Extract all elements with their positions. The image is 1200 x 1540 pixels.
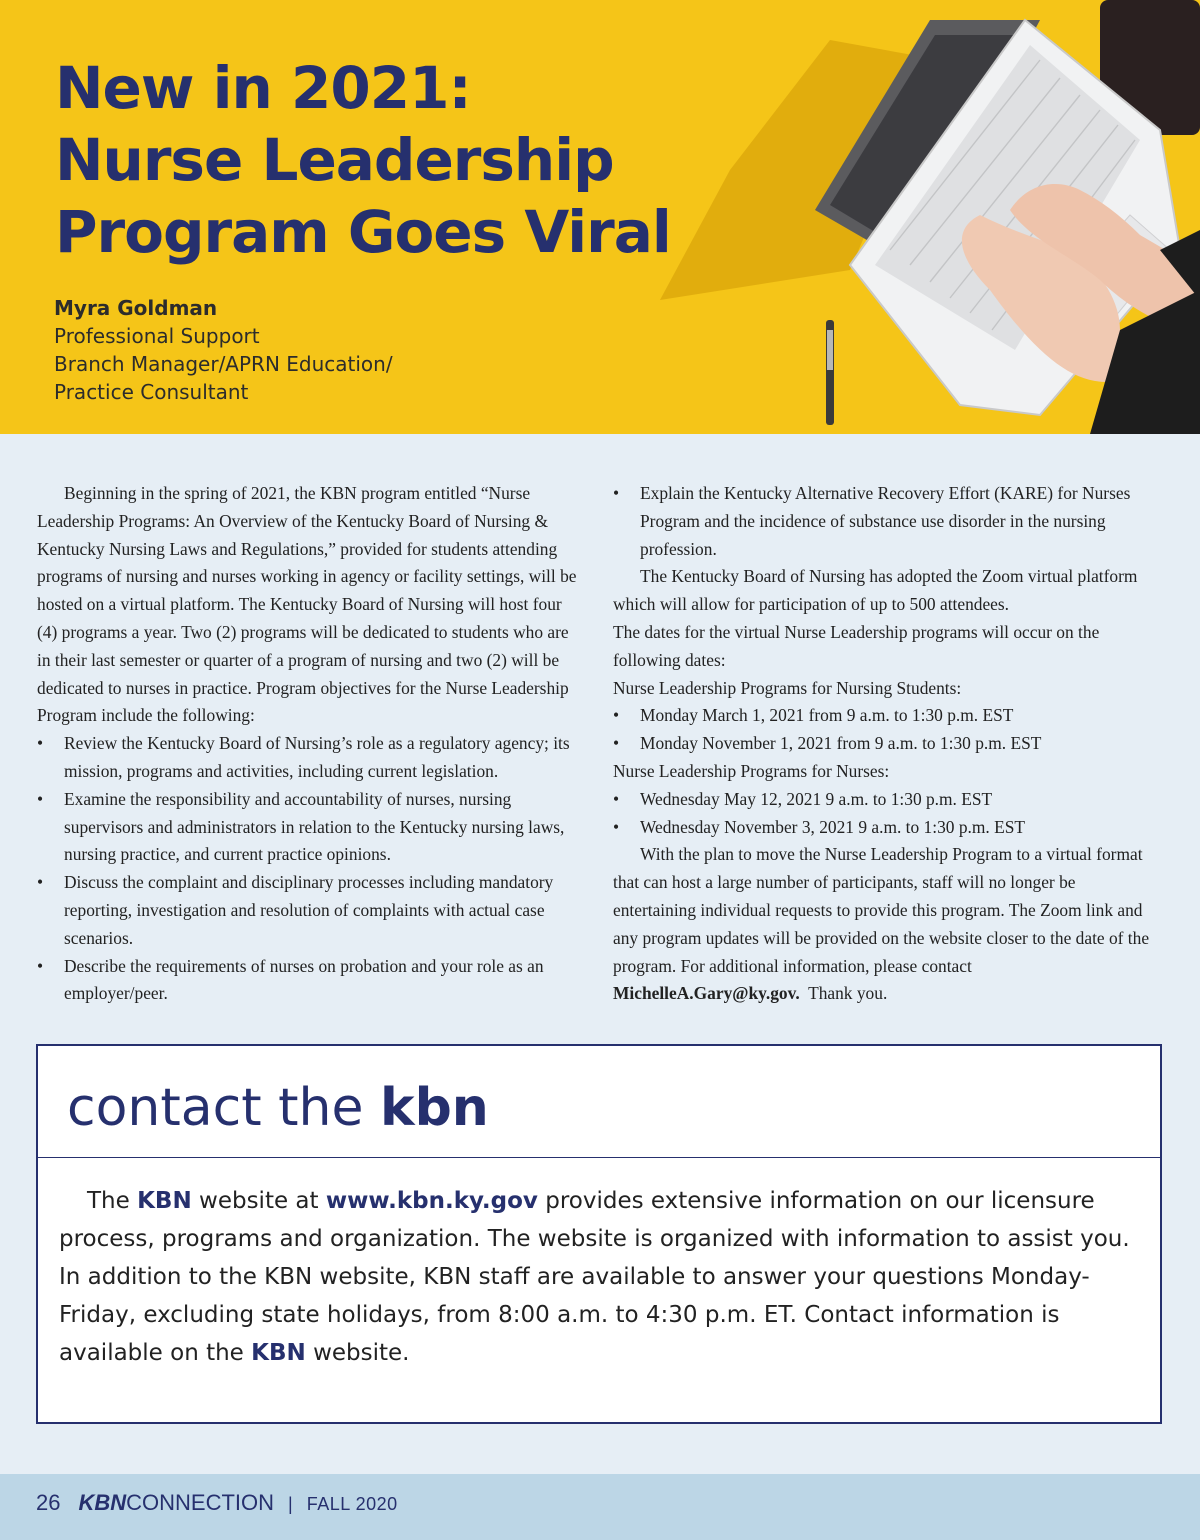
author-title-line-1: Professional Support [54,324,260,348]
author-title-line-2: Branch Manager/APRN Education/ [54,352,393,376]
contact-heading [38,1046,1160,1158]
students-heading: Nurse Leadership Programs for Nursing Students: [613,677,962,698]
nurse-dates-list [613,786,1158,842]
objectives-list [37,730,585,1008]
brand-kbn: KBN [78,1490,127,1515]
list-item: • Monday March 1, 2021 from 9 a.m. to 1:30 p.m. EST [613,702,1158,730]
title-line-3: Program Goes Viral [55,198,671,266]
page-footer [0,1474,1200,1540]
issue-label: FALL 2020 [306,1494,398,1514]
author-name: Myra Goldman [54,296,218,320]
author-block [54,294,393,406]
contact-box [36,1044,1162,1424]
laptop-hands-illustration [600,0,1200,434]
list-item: • Describe the requirements of nurses on probation and your role as an employer/peer. [37,953,585,1009]
list-item: • Discuss the complaint and disciplinary processes including mandatory reporting, investigation and resolution of complaints with actual case scenarios. [37,869,585,952]
intro-paragraph: Beginning in the spring of 2021, the KBN program entitled “Nurse Leadership Programs: An Overview of the Kentucky Board of Nursing & Kentucky Nursing Laws and Regulations,” provided for students attending programs of nursing and nurses working in agency or facility settings, will be hosted on a virtual platform. The Kentucky Board of Nursing will host four (4) programs a year. Two (2) programs will be dedicated to students who are in their last semester or quarter of a program of nursing and two (2) will be dedicated to nurses in practice. Program objectives for the Nurse Leadership Program include the following: [37,483,577,726]
student-dates-list [613,702,1158,758]
article-right-column [613,480,1158,1008]
kbn-highlight: KBN [251,1340,306,1366]
footer-content [36,1488,398,1519]
page-number: 26 [36,1490,61,1515]
contact-text-b: website at [199,1188,319,1214]
kbn-website-link[interactable]: www.kbn.ky.gov [325,1188,538,1214]
dates-intro: The dates for the virtual Nurse Leadership programs will occur on the following dates: [613,621,1100,670]
list-item: • Wednesday May 12, 2021 9 a.m. to 1:30 p.m. EST [613,786,1158,814]
contact-email-link[interactable]: MichelleA.Gary@ky.gov. [613,983,800,1004]
article-title [55,52,671,268]
title-line-1: New in 2021: [55,54,471,122]
contact-text-a: The [87,1188,130,1214]
contact-heading-kbn: kbn [380,1078,489,1138]
closing-paragraph [613,841,1158,1008]
nurses-heading: Nurse Leadership Programs for Nurses: [613,760,890,781]
kbn-highlight: KBN [137,1188,192,1214]
contact-body [38,1158,1160,1372]
brand-connection: CONNECTION [126,1490,275,1515]
contact-text-c: provides extensive information on our licensure process, programs and organization. The website is organized with information to assist you. In addition to the KBN website, KBN staff are available to answer your questions Monday-Friday, excluding state holidays, from 8:00 a.m. to 4:30 p.m. ET. Contact information is available on the [59,1188,1130,1366]
contact-text-d: website. [313,1340,410,1366]
list-item: • Examine the responsibility and accountability of nurses, nursing supervisors and administrators in relation to the Kentucky nursing laws, nursing practice, and current practice opinions. [37,786,585,869]
contact-heading-thin: contact the [67,1078,364,1138]
article-left-column [37,480,585,1008]
list-item: • Wednesday November 3, 2021 9 a.m. to 1:30 p.m. EST [613,814,1158,842]
closing-text: With the plan to move the Nurse Leadership Program to a virtual format that can host a large number of participants, staff will no longer be entertaining individual requests to provide this program. The Zoom link and any program updates will be provided on the website closer to the date of the program. For additional information, please contact [613,844,1150,976]
author-title-line-3: Practice Consultant [54,380,249,404]
zoom-paragraph: The Kentucky Board of Nursing has adopted the Zoom virtual platform which will allow for participation of up to 500 attendees. [613,566,1138,615]
objectives-list-continued [613,480,1158,563]
thanks-text: Thank you. [808,983,888,1004]
list-item: • Review the Kentucky Board of Nursing’s role as a regulatory agency; its mission, programs and activities, including current legislation. [37,730,585,786]
title-line-2: Nurse Leadership [55,126,614,194]
article-header [0,0,1200,434]
list-item: • Explain the Kentucky Alternative Recovery Effort (KARE) for Nurses Program and the incidence of substance use disorder in the nursing profession. [613,480,1158,563]
list-item: • Monday November 1, 2021 from 9 a.m. to 1:30 p.m. EST [613,730,1158,758]
footer-separator: | [288,1494,293,1514]
